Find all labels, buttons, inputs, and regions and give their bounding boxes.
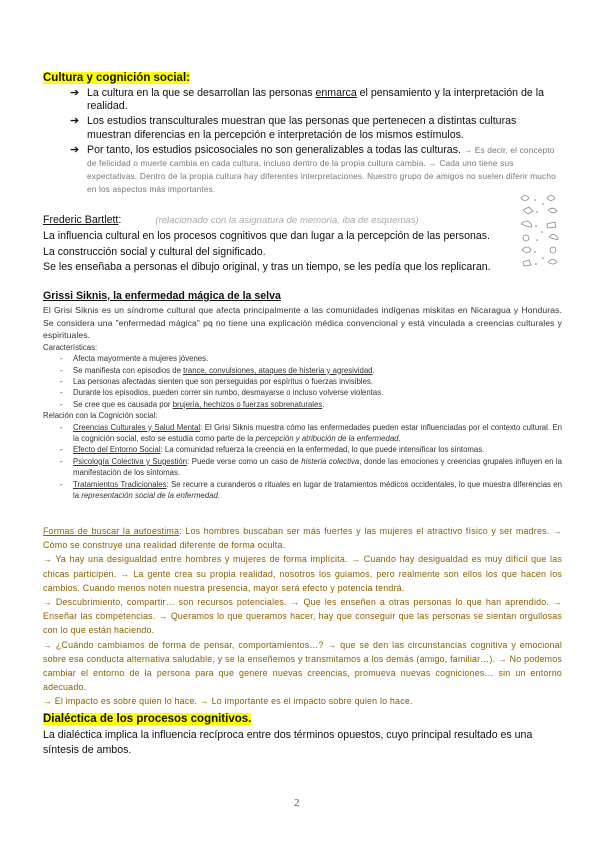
list-item: - Se manifiesta con episodios de trance, convulsiones, ataques de histeria y agresividad. (43, 365, 562, 376)
bartlett-drawings-image (517, 190, 563, 274)
section-title-cultura: Cultura y cognición social: (43, 72, 190, 84)
dialectica-body: La dialéctica implica la influencia recíproca entre dos términos opuestos, cuyo principal resultado es una síntesis de ambos. (43, 729, 533, 757)
list-item: - Creencias Culturales y Salud Mental: El Grisi Siknis muestra cómo las enfermedades pueden estar influenciadas por el contexto cultural. En la cognición social, esto se estudia como parte de la percepción y atribución de la enfermedad. (43, 422, 562, 445)
bartlett-section (43, 213, 513, 276)
list-item: - Durante los episodios, pueden correr sin rumbo, desmayarse o incluso volverse violentas. (43, 387, 562, 398)
grisi-intro: El Grisi Siknis es un síndrome cultural que afecta principalmente a las comunidades indígenas miskitas en Nicaragua y Honduras. Se considera una "enfermedad mágica" pq no tiene una explicación médica convencional y está vinculada a creencias culturales y espirituales. (43, 305, 562, 341)
grisi-siknis-section (43, 290, 562, 501)
paragraph: Formas de buscar la autoestima: Los hombres buscaban ser más fuertes y las mujeres el atractivo físico y ser madres. → Cómo se construye una realidad diferente de forma oculta. (43, 526, 562, 551)
autoestima-section (43, 524, 562, 709)
page-number: 2 (294, 797, 300, 809)
caracteristicas-label: Características: (43, 342, 98, 352)
list-item: ➔ Por tanto, los estudios psicosociales no son generalizables a todas las culturas. → Es decir, el concepto de felicidad o muerte cambia en cada cultura, incluso dentro de la propia cultura cambia. → Cada uno tiene sus expectativas. Dentro de la propia cultura hay diferentes interpretaciones. Nuestro grupo de amigos no suelen diferir mucho en los aspectos más importantes. (70, 143, 556, 195)
list-item: - Las personas afectadas sienten que son perseguidas por espíritus o fuerzas invisibles. (43, 376, 562, 387)
section-title-dialectica: Dialéctica de los procesos cognitivos. (43, 713, 252, 725)
list-item: - Afecta mayormente a mujeres jóvenes. (43, 353, 562, 364)
bartlett-note: (relacionado con la asignatura de memoria, iba de esquemas) (155, 215, 419, 226)
underlined-term: trance, convulsiones, ataques de histeria y agresividad (183, 365, 373, 375)
author-name: Frederic Bartlett (43, 214, 119, 226)
underlined-term: Efecto del Entorno Social (73, 445, 161, 455)
side-note: → Es decir, el concepto de felicidad o muerte cambia en cada cultura, incluso dentro de la propia cultura cambia. → Cada uno tiene sus expectativas. Dentro de la propia cultura hay diferentes interpretaciones. Nuestro grupo de amigos no suelen diferir mucho en los aspectos más importantes. (87, 144, 556, 195)
relacion-list (43, 422, 562, 502)
list-item: ➔ Los estudios transculturales muestran que las personas que pertenecen a distintas culturas muestran diferencias en la percepción e interpretación de los mismos estímulos. (70, 115, 517, 141)
cultura-bullet-list (70, 87, 562, 199)
bartlett-heading: Frederic Bartlett: (relacionado con la asignatura de memoria, iba de esquemas) (43, 214, 419, 226)
underlined-term: enmarca (315, 87, 357, 99)
underlined-term: Creencias Culturales y Salud Mental (73, 422, 201, 432)
underlined-term: brujería, hechizos o fuerzas sobrenaturales (172, 399, 323, 409)
list-item: - Se cree que es causada por brujería, hechizos o fuerzas sobrenaturales. (43, 399, 562, 410)
paragraph: → Descubrimiento, compartir… son recursos potenciales. → Que les enseñen a otras personas lo que han aprendido. → Enseñar las competencias. → Queramos lo que queramos hacer, hay que conseguir que las personas se sientan orgullosas con lo que están haciendo. (43, 597, 562, 636)
list-item: - Efecto del Entorno Social: La comunidad refuerza la creencia en la enfermedad, lo que puede intensificar los síntomas. (43, 444, 562, 455)
arrow-icon: ➔ (70, 115, 80, 128)
caracteristicas-list (43, 353, 562, 410)
underlined-term: Psicología Colectiva y Sugestión (73, 456, 188, 466)
arrow-icon: ➔ (70, 143, 80, 156)
bartlett-line: La influencia cultural en los procesos cognitivos que dan lugar a la percepción de las personas. (43, 229, 490, 242)
list-item: - Psicología Colectiva y Sugestión: Puede verse como un caso de histeria colectiva, donde las emociones y creencias grupales influyen en la manifestación de los síntomas. (43, 456, 562, 479)
section-title-grisi: Grissi Siknis, la enfermedad mágica de la selva (43, 290, 281, 302)
paragraph: → ¿Cuándo cambiamos de forma de pensar, comportamientos…? → que se den las circunstancias cognitiva y emocional sobre esa conducta alternativa saludable, y se la enseñemos y transmitamos a los demás (amigo, familiar…). → No podemos cambiar el entorno de la persona para que genere nuevas creencias, promueva nuevas cogniciones… sin un entorno adecuado. (43, 639, 562, 693)
paragraph: → Ya hay una desigualdad entre hombres y mujeres de forma implícita. → Cuando hay desigualdad es muy difícil que las chicas participen. → La gente crea su propia realidad, nosotros los guiamos, pero realmente son ellos los que hacen los cambios. Cuando menos noten nuestra presencia, mayor será efecto y potencia tendrá. (43, 554, 562, 593)
bartlett-line: La construcción social y cultural del significado. (43, 245, 266, 258)
arrow-icon: ➔ (70, 87, 80, 99)
section-title-autoestima: Formas de buscar la autoestima (43, 526, 180, 536)
list-item: - Tratamientos Tradicionales: Se recurre a curanderos o rituales en lugar de tratamientos médicos occidentales, lo que muestra diferencias en la representación social de la enfermedad. (43, 479, 562, 502)
relacion-label: Relación con la Cognición social: (43, 411, 158, 421)
paragraph: → El impacto es sobre quien lo hace. → Lo importante es el impacto sobre quien lo hace. (43, 696, 413, 707)
underlined-term: Tratamientos Tradicionales (73, 479, 167, 489)
list-item: ➔ La cultura en la que se desarrollan las personas enmarca el pensamiento y la interpretación de la realidad. (70, 87, 544, 113)
bartlett-line: Se les enseñaba a personas el dibujo original, y tras un tiempo, se les pedía que los replicaran. (43, 261, 491, 274)
